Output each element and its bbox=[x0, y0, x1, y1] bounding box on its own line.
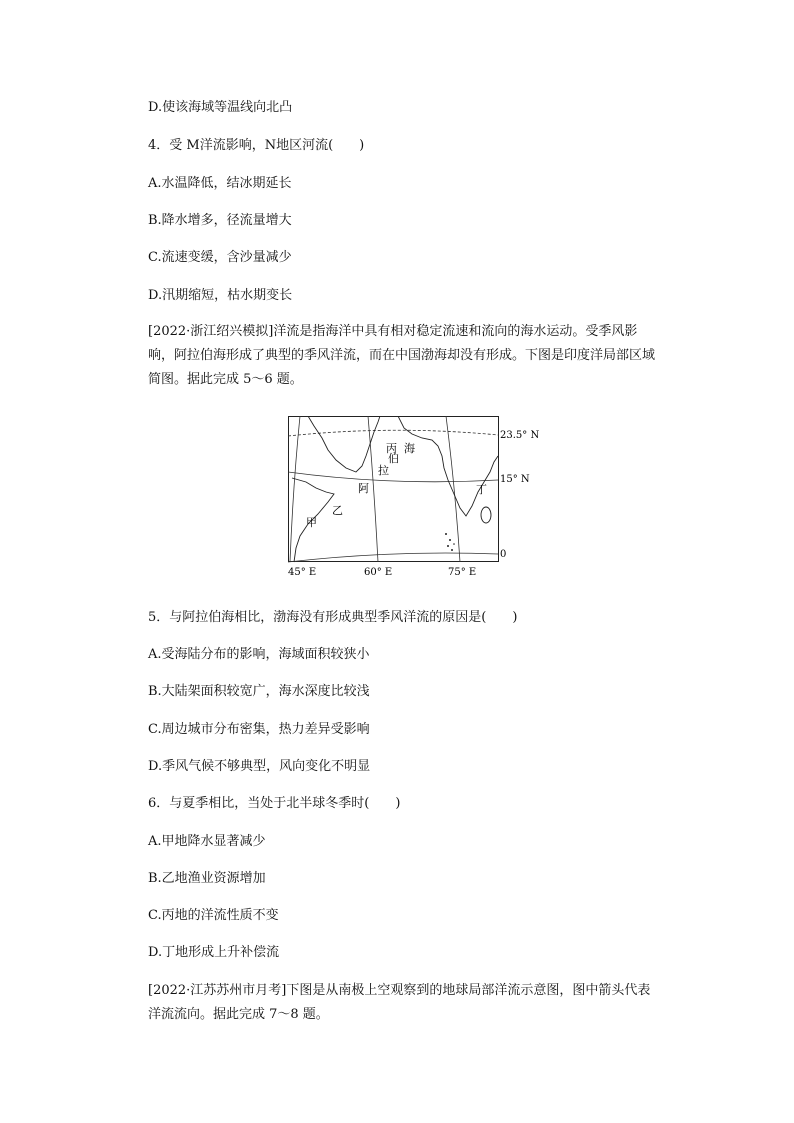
maldives-islands bbox=[445, 533, 455, 551]
question-5-option-a: A.受海陆分布的影响，海域面积较狭小 bbox=[148, 647, 370, 662]
sea-label-a: 阿 bbox=[358, 482, 369, 495]
lon-label-75e: 75° E bbox=[448, 567, 477, 578]
lat-label-15n: 15° N bbox=[500, 474, 530, 485]
tropic-of-cancer-line bbox=[288, 430, 498, 436]
question-3-option-d: D.使该海域等温线向北凸 bbox=[148, 100, 293, 115]
place-label-bing: 丙 bbox=[386, 442, 397, 455]
question-5-option-c: C.周边城市分布密集，热力差异受影响 bbox=[148, 722, 370, 737]
lat-label-0: 0 bbox=[500, 549, 507, 560]
question-4-option-d: D.汛期缩短，枯水期变长 bbox=[148, 288, 293, 303]
latitude-15n-line bbox=[288, 472, 498, 482]
meridian-75e bbox=[446, 416, 460, 562]
meridian-60e bbox=[368, 416, 378, 562]
question-6-option-d: D.丁地形成上升补偿流 bbox=[148, 945, 280, 960]
question-6-option-b: B.乙地渔业资源增加 bbox=[148, 871, 266, 886]
equator-line bbox=[288, 553, 498, 562]
passage-5-6-intro: [2022·浙江绍兴模拟]洋流是指海洋中具有相对稳定流速和流向的海水运动。受季风影响，阿拉伯海形成了典型的季风洋流，而在中国渤海却没有形成。下图是印度洋局部区域简图。据此完成 5～6 题。 bbox=[148, 324, 656, 387]
sea-label-la: 拉 bbox=[378, 464, 389, 477]
question-6-stem: 6．与夏季相比，当处于北半球冬季时( ) bbox=[148, 796, 401, 811]
map-frame bbox=[289, 417, 499, 562]
arabia-coast bbox=[308, 416, 380, 472]
sea-label-bo: 伯 bbox=[388, 452, 399, 465]
question-5-stem: 5．与阿拉伯海相比，渤海没有形成典型季风洋流的原因是( ) bbox=[148, 610, 518, 625]
sea-label-hai: 海 bbox=[404, 442, 415, 455]
indian-ocean-map bbox=[288, 416, 544, 580]
lon-label-60e: 60° E bbox=[364, 567, 393, 578]
question-4-option-c: C.流速变缓，含沙量减少 bbox=[148, 250, 292, 265]
place-label-ding: 丁 bbox=[476, 483, 487, 496]
question-5-option-b: B.大陆架面积较宽广，海水深度比较浅 bbox=[148, 684, 370, 699]
lat-label-23-5n: 23.5° N bbox=[500, 430, 540, 441]
question-6-option-a: A.甲地降水显著减少 bbox=[148, 834, 266, 849]
place-label-yi: 乙 bbox=[332, 504, 343, 517]
passage-7-8-intro: [2022·江苏苏州市月考]下图是从南极上空观察到的地球局部洋流示意图，图中箭头代表洋流流向。据此完成 7～8 题。 bbox=[148, 983, 651, 1022]
question-4-stem: 4．受 M洋流影响，N地区河流( ) bbox=[148, 138, 365, 153]
sri-lanka-island bbox=[481, 507, 491, 523]
question-4-option-a: A.水温降低，结冰期延长 bbox=[148, 176, 292, 191]
question-6-option-c: C.丙地的洋流性质不变 bbox=[148, 908, 279, 923]
place-label-jia: 甲 bbox=[306, 516, 317, 529]
question-5-option-d: D.季风气候不够典型，风向变化不明显 bbox=[148, 759, 371, 774]
question-4-option-b: B.降水增多，径流量增大 bbox=[148, 213, 292, 228]
lon-label-45e: 45° E bbox=[288, 567, 317, 578]
